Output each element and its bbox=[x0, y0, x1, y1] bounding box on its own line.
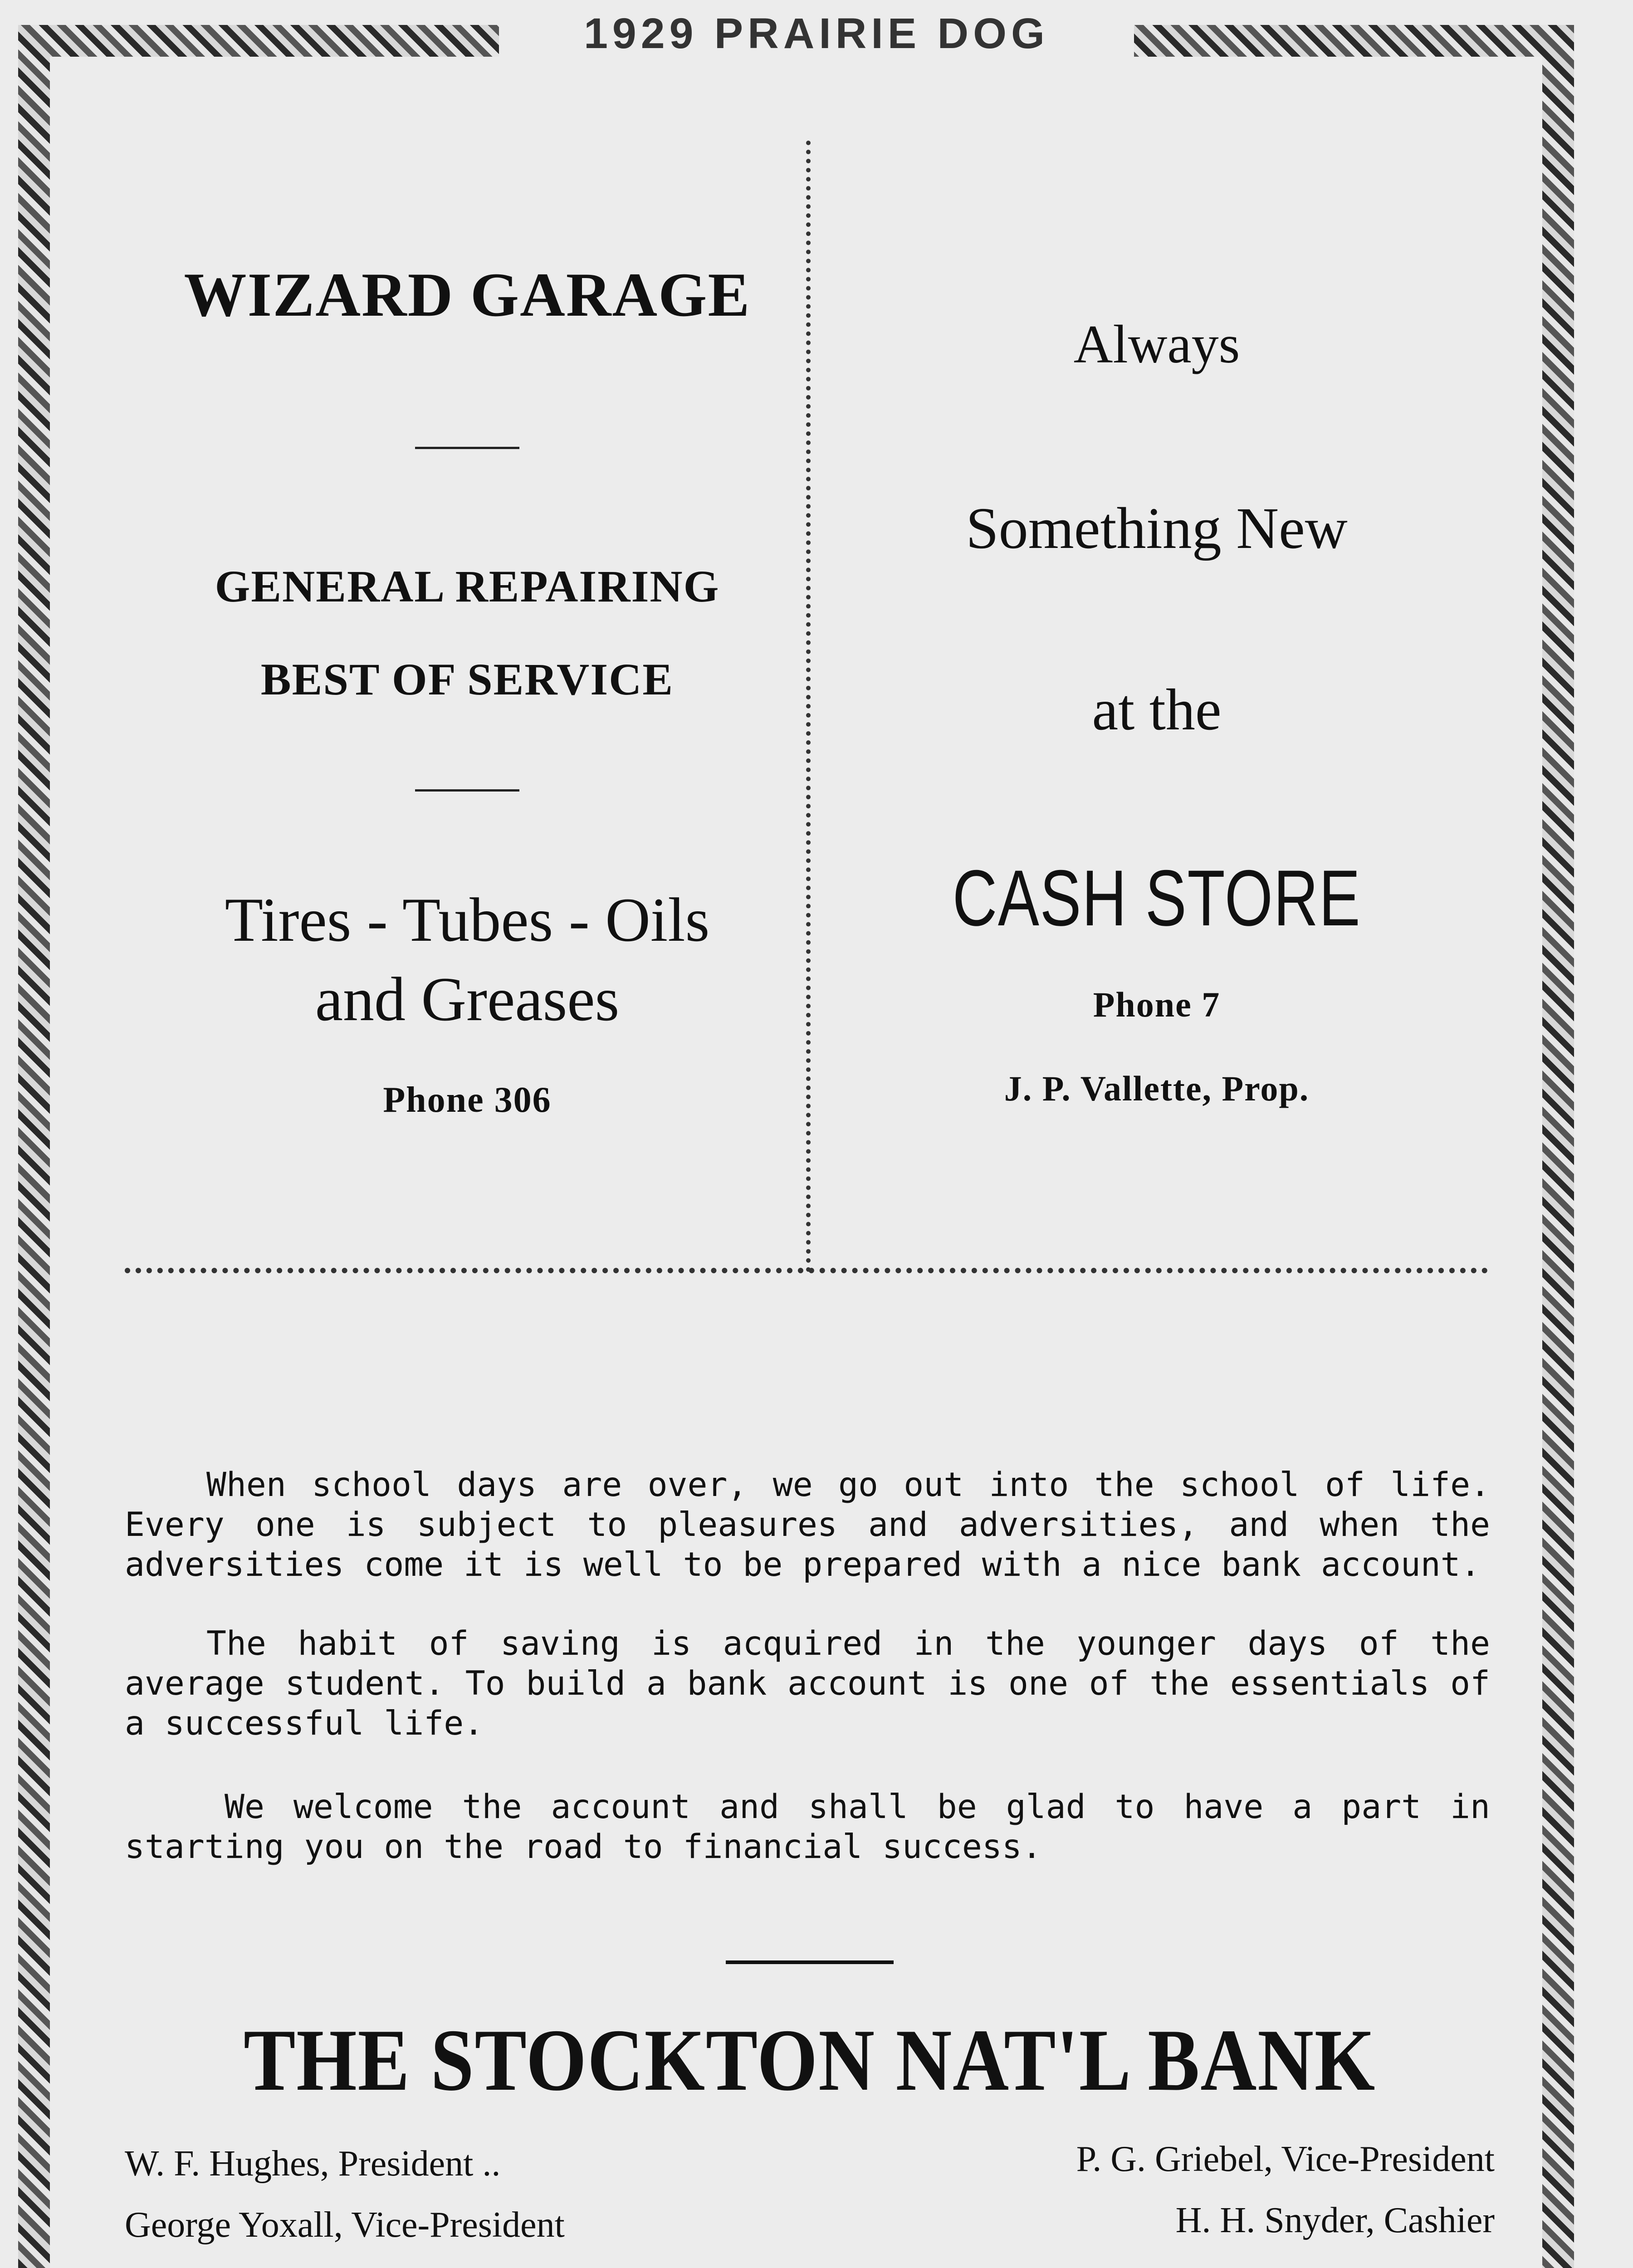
horizontal-dotted-divider bbox=[125, 1268, 1488, 1273]
wizard-garage-phone: Phone 306 bbox=[383, 1080, 552, 1120]
vertical-dotted-divider bbox=[806, 141, 811, 1272]
cash-store-line-something-new: Something New bbox=[966, 496, 1348, 561]
short-rule bbox=[172, 447, 762, 449]
service-line: GENERAL REPAIRING bbox=[215, 561, 720, 611]
wizard-garage-products bbox=[172, 880, 762, 1039]
bank-officer: George Yoxall, Vice-President bbox=[125, 2205, 565, 2245]
bank-paragraph: When school days are over, we go out into the school of life. Every one is subject to pleasures and adversities, and when the adversities come it is well to be prepared with a nice bank account. bbox=[125, 1466, 1490, 1584]
bank-officer: W. F. Hughes, President .. bbox=[125, 2144, 501, 2184]
service-line: BEST OF SERVICE bbox=[260, 654, 674, 704]
wizard-garage-services bbox=[172, 540, 762, 726]
page-title: 1929 PRAIRIE DOG bbox=[584, 10, 1049, 58]
short-rule bbox=[172, 789, 762, 792]
bank-name: THE STOCKTON NAT'L BANK bbox=[243, 2011, 1376, 2109]
bank-officer: P. G. Griebel, Vice-President bbox=[1076, 2139, 1495, 2179]
wizard-garage-title: WIZARD GARAGE bbox=[184, 260, 751, 329]
cash-store-title: CASH STORE bbox=[952, 854, 1361, 943]
bank-rule bbox=[726, 1960, 894, 1964]
cash-store-line-always: Always bbox=[1073, 314, 1240, 374]
bank-paragraph: We welcome the account and shall be glad to have a part in starting you on the road to financial success. bbox=[125, 1788, 1490, 1866]
products-line: Tires - Tubes - Oils bbox=[225, 885, 710, 954]
bank-officer: H. H. Snyder, Cashier bbox=[1175, 2200, 1495, 2240]
products-line: and Greases bbox=[315, 964, 620, 1034]
cash-store-phone: Phone 7 bbox=[1093, 985, 1221, 1024]
cash-store-line-at-the: at the bbox=[1092, 677, 1222, 743]
bank-paragraph: The habit of saving is acquired in the younger days of the average student. To build a bank account is one of the essentials of a successful life. bbox=[125, 1624, 1490, 1743]
cash-store-proprietor: J. P. Vallette, Prop. bbox=[1004, 1069, 1310, 1108]
